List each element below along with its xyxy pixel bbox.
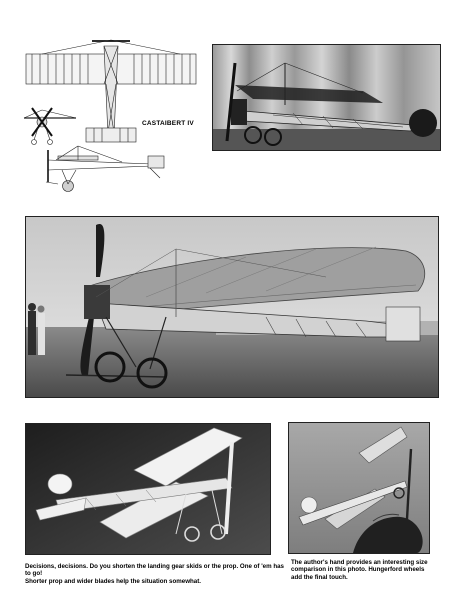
photo-model-in-hand [288, 422, 430, 554]
caption-bottom-right [291, 559, 441, 581]
photo-model-curtain [212, 44, 441, 151]
caption-bottom-right-line-2: comparison in this photo. Hungerford wheels [291, 566, 425, 574]
photo-model-ground [25, 423, 271, 555]
caption-bottom-right-line-1: The author's hand provides an interesting size [291, 559, 428, 566]
photo-full-size-aircraft [25, 216, 439, 398]
three-view-svg [22, 36, 200, 196]
drawing-label: CASTAIBERT IV [142, 120, 194, 127]
caption-bottom-right-line-3: add the final touch. [291, 573, 348, 581]
photo-model-ground-image [26, 424, 270, 554]
photo-model-curtain-image [213, 45, 440, 150]
caption-bottom-left-line-1: Decisions, decisions. Do you shorten the landing gear skids or the prop. One of 'em has to go! [25, 563, 284, 578]
caption-bottom-left [25, 563, 285, 585]
caption-bottom-left-line-2: Shorter prop and wider blades help the situation somewhat. [25, 577, 202, 585]
three-view-drawing [22, 36, 200, 196]
photo-full-size-aircraft-image [26, 217, 438, 397]
photo-model-in-hand-image [289, 423, 429, 553]
